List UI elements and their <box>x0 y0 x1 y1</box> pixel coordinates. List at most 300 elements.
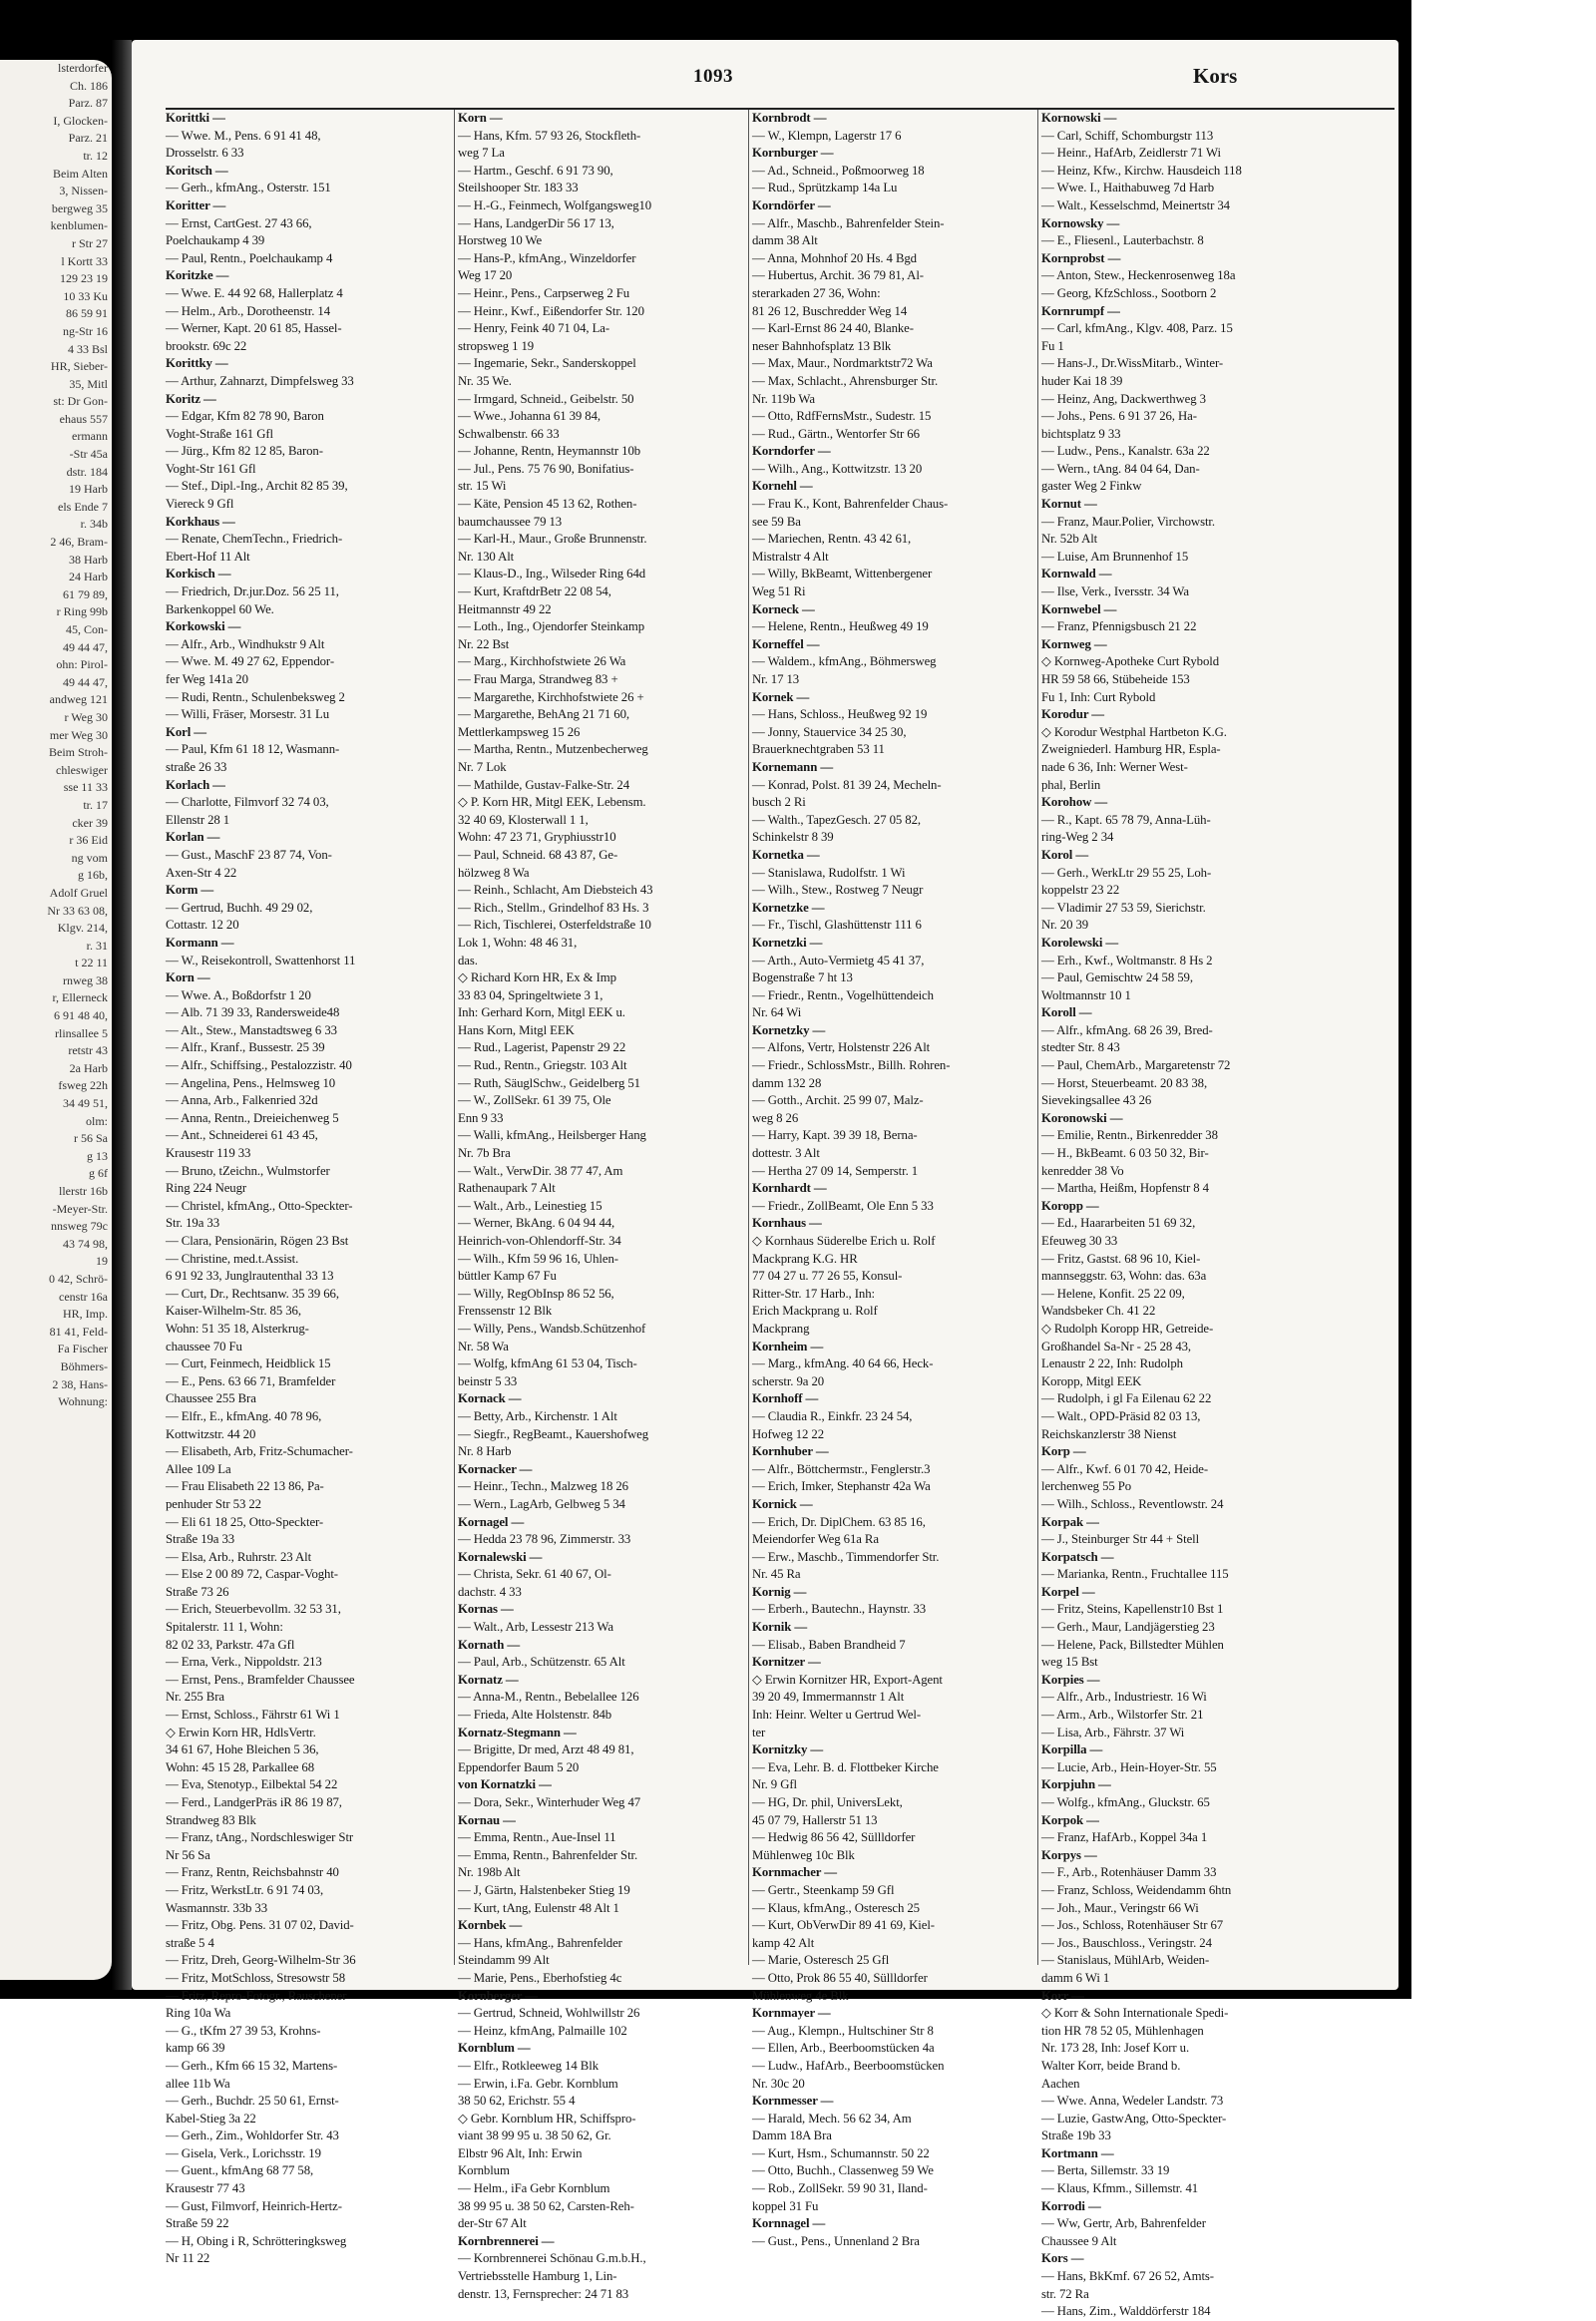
directory-entry: — Fritz, Repro-Fotogr., Rauschener <box>166 1988 347 2003</box>
surname-heading: Kornagel — <box>458 1514 525 1529</box>
directory-entry: Nr. 17 13 <box>752 672 800 686</box>
column-divider <box>454 110 455 1965</box>
directory-entry: Schwalbenstr. 66 33 <box>458 426 560 441</box>
directory-entry: — Bruno, tZeichn., Wulmstorfer <box>166 1163 330 1178</box>
previous-page-fragment: 43 74 98, <box>63 1236 108 1251</box>
directory-entry: Nr. 58 Wa <box>458 1339 509 1354</box>
previous-page-fragment: Beim Stroh- <box>49 745 108 760</box>
previous-page-fragment: llerstr 16b <box>59 1184 108 1198</box>
directory-entry: — Heinr., Pens., Carpserweg 2 Fu <box>458 285 630 300</box>
directory-entry: — Rudi, Rentn., Schulenbeksweg 2 <box>166 689 345 704</box>
surname-heading: Kornburger — <box>752 146 834 161</box>
previous-page-fragment: HR, Sieber- <box>50 359 108 374</box>
directory-entry: — Hedwig 86 56 42, Süllldorfer <box>752 1830 916 1845</box>
directory-entry: Poelchaukamp 4 39 <box>166 233 265 248</box>
directory-entry: Steindamm 99 Alt <box>458 1953 550 1968</box>
directory-entry: Kornblum <box>458 2163 510 2178</box>
surname-heading: Kornhardt — <box>752 1181 827 1196</box>
directory-entry: brookstr. 69c 22 <box>166 338 247 353</box>
directory-entry: — Stanislaus, MühlArb, Weiden- <box>1041 1953 1210 1968</box>
directory-entry: Hofweg 12 22 <box>752 1426 825 1441</box>
directory-entry: — Erwin, i.Fa. Gebr. Kornblum <box>458 2076 618 2091</box>
directory-entry: Straße 59 22 <box>166 2216 229 2231</box>
previous-page-fragment: Parz. 21 <box>68 131 108 146</box>
previous-page-fragment: 19 <box>96 1254 108 1269</box>
previous-page-fragment: 2 38, Hans- <box>52 1376 108 1391</box>
directory-entry: Chaussee 255 Bra <box>166 1391 256 1406</box>
directory-entry: — Kurt, KraftdrBetr 22 08 54, <box>458 584 611 599</box>
directory-entry: — Fritz, Dreh, Georg-Wilhelm-Str 36 <box>166 1953 356 1968</box>
previous-page-fragment: rnweg 38 <box>63 972 108 987</box>
directory-entry: Vertriebsstelle Hamburg 1, Lin- <box>458 2269 617 2284</box>
directory-entry: — R., Kapt. 65 78 79, Anna-Lüh- <box>1041 812 1211 827</box>
surname-heading: Kornbek — <box>458 1918 523 1933</box>
directory-entry: Weg 51 Ri <box>752 584 806 599</box>
surname-heading: Kornitzky — <box>752 1742 824 1757</box>
directory-entry: Nr. 173 28, Inh: Josef Korr u. <box>1041 2041 1190 2056</box>
surname-heading: Korl — <box>166 724 206 739</box>
directory-entry: — Emilie, Rentn., Birkenredder 38 <box>1041 1128 1218 1143</box>
surname-heading: Korpatsch — <box>1041 1549 1114 1564</box>
directory-entry: — Max, Schlacht., Ahrensburger Str. <box>752 373 939 388</box>
surname-heading: Kornheim — <box>752 1339 824 1354</box>
surname-heading: Kornig — <box>752 1584 807 1599</box>
directory-entry: Steilshooper Str. 183 33 <box>458 181 579 195</box>
previous-page-fragment: 4 33 Bsl <box>67 341 108 356</box>
surname-heading: Kornalewski — <box>458 1549 543 1564</box>
directory-entry: Viereck 9 Gfl <box>166 497 234 512</box>
directory-entry: — Walt., Kesselschmd, Meinertstr 34 <box>1041 197 1230 212</box>
directory-entry: — Elfr., E., kfmAng. 40 78 96, <box>166 1408 322 1423</box>
directory-entry: Mackprang K.G. HR <box>752 1251 858 1266</box>
directory-entry: — Walt., Arb., Leinestieg 15 <box>458 1198 602 1213</box>
previous-page-fragment: ermann <box>72 429 108 444</box>
directory-entry: — Kurt, Hsm., Schumannstr. 50 22 <box>752 2145 930 2160</box>
directory-entry: — Klaus, kfmAng., Osteresch 25 <box>752 1900 920 1915</box>
directory-entry: — Carl, Schiff, Schomburgstr 113 <box>1041 128 1214 143</box>
directory-entry: — Paul, Rentn., Poelchaukamp 4 <box>166 250 333 265</box>
directory-entry: Nr. 7 Lok <box>458 759 507 774</box>
directory-entry: Straße 73 26 <box>166 1584 229 1599</box>
directory-entry: Meiendorfer Weg 61a Ra <box>752 1532 879 1547</box>
directory-entry: Inh: Gerhard Korn, Mitgl EEK u. <box>458 1005 625 1020</box>
directory-entry: Fu 1, Inh: Curt Rybold <box>1041 689 1156 704</box>
surname-heading: Kornweg — <box>1041 636 1107 651</box>
previous-page-fragment: Fa Fischer <box>57 1342 108 1356</box>
directory-entry: — Hans, BkKmf. 67 26 52, Amts- <box>1041 2269 1214 2284</box>
directory-entry: — Rud., Gärtn., Wentorfer Str 66 <box>752 426 920 441</box>
directory-entry: Schinkelstr 8 39 <box>752 830 834 845</box>
directory-entry: — Christa, Sekr. 61 40 67, Ol- <box>458 1567 611 1582</box>
directory-entry: — Helene, Pack, Billstedter Mühlen <box>1041 1637 1224 1652</box>
directory-entry: — Loth., Ing., Ojendorfer Steinkamp <box>458 619 644 634</box>
directory-entry: — Klaus, Kfmm., Sillemstr. 41 <box>1041 2181 1199 2196</box>
directory-entry: — Alfr., kfmAng. 68 26 39, Bred- <box>1041 1022 1213 1037</box>
directory-entry: Erich Mackprang u. Rolf <box>752 1304 878 1319</box>
previous-page-fragment: g 6f <box>89 1166 108 1181</box>
directory-entry: baumchaussee 79 13 <box>458 514 563 529</box>
directory-entry: — Alb. 71 39 33, Randersweide48 <box>166 1005 340 1020</box>
directory-entry: Sievekingsallee 43 26 <box>1041 1093 1152 1108</box>
directory-entry: — Waldem., kfmAng., Böhmersweg <box>752 654 937 669</box>
directory-entry: — Ww, Gertr, Arb, Bahrenfelder <box>1041 2216 1206 2231</box>
directory-entry: — Rud., Rentn., Griegstr. 103 Alt <box>458 1058 627 1073</box>
directory-entry: — Georg, KfzSchloss., Sootborn 2 <box>1041 285 1217 300</box>
directory-entry: — Rudolph, i gl Fa Eilenau 62 22 <box>1041 1391 1212 1406</box>
directory-entry: — Anna-M., Rentn., Bebelallee 126 <box>458 1690 639 1705</box>
directory-entry: — Margarethe, BehAng 21 71 60, <box>458 707 629 722</box>
previous-page-fragment: lsterdorfer <box>58 61 108 75</box>
directory-entry: — Hans, Schloss., Heußweg 92 19 <box>752 707 928 722</box>
directory-entry: 45 07 79, Hallerstr 51 13 <box>752 1812 878 1827</box>
directory-entry: 81 26 12, Buschredder Weg 14 <box>752 303 908 318</box>
directory-entry: Mühlenweg 4e Blk <box>752 1988 849 2003</box>
surname-heading: Kornehl — <box>752 479 813 494</box>
directory-entry: — Helm., iFa Gebr Kornblum <box>458 2181 610 2196</box>
previous-page-fragment: Klgv. 214, <box>57 921 108 936</box>
previous-page-fragment: nnsweg 79c <box>51 1219 108 1234</box>
directory-entry: — Frau Marga, Strandweg 83 + <box>458 672 618 686</box>
directory-entry: — Gerh., kfmAng., Osterstr. 151 <box>166 181 331 195</box>
directory-entry: — Eli 61 18 25, Otto-Speckter- <box>166 1514 324 1529</box>
directory-entry: ◇ Korr & Sohn Internationale Spedi- <box>1041 2006 1229 2021</box>
directory-entry: lerchenweg 55 Po <box>1041 1479 1132 1494</box>
directory-entry: — Erw., Maschb., Timmendorfer Str. <box>752 1549 940 1564</box>
directory-entry: — Gust, Filmvorf, Heinrich-Hertz- <box>166 2198 342 2213</box>
directory-entry: busch 2 Ri <box>752 795 806 810</box>
directory-entry: — Jonny, Stauervice 34 25 30, <box>752 724 907 739</box>
surname-heading: Kornberger — <box>458 1988 538 2003</box>
surname-heading: Korlach — <box>166 777 225 792</box>
surname-heading: Korndorfer — <box>752 444 831 459</box>
previous-page-fragment: 34 49 51, <box>63 1096 108 1111</box>
directory-entry: ◇ Erwin Korn HR, HdlsVertr. <box>166 1725 316 1740</box>
directory-entry: — Brigitte, Dr med, Arzt 48 49 81, <box>458 1742 634 1757</box>
directory-entry: — Kurt, tAng, Eulenstr 48 Alt 1 <box>458 1900 619 1915</box>
column-3 <box>752 110 1031 2248</box>
directory-entry: — Rich, Tischlerei, Osterfeldstraße 10 <box>458 918 651 933</box>
directory-entry: Nr. 119b Wa <box>752 391 815 406</box>
directory-entry: — Werner, BkAng. 6 04 94 44, <box>458 1216 615 1231</box>
directory-entry: — Berta, Sillemstr. 33 19 <box>1041 2163 1170 2178</box>
previous-page-fragment: Parz. 87 <box>68 96 108 111</box>
directory-entry: — Margarethe, Kirchhofstwiete 26 + <box>458 689 644 704</box>
page-number: 1093 <box>693 66 733 87</box>
directory-entry: ◇ Rudolph Koropp HR, Getreide- <box>1041 1321 1214 1336</box>
book-gutter <box>112 40 132 1990</box>
surname-heading: Kornnagel — <box>752 2216 826 2231</box>
directory-entry: — Johanne, Rentn, Heymannstr 10b <box>458 444 641 459</box>
directory-entry: mannseggstr. 63, Wohn: das. 63a <box>1041 1269 1207 1284</box>
surname-heading: Kornick — <box>752 1496 813 1511</box>
directory-entry: — Heinz, Ang, Dackwerthweg 3 <box>1041 391 1206 406</box>
previous-page-fragment: 49 44 47, <box>63 674 108 689</box>
directory-entry: — Elisabeth, Arb, Fritz-Schumacher- <box>166 1444 353 1459</box>
directory-entry: Mackprang <box>752 1321 810 1336</box>
directory-entry: huder Kai 18 39 <box>1041 373 1123 388</box>
previous-page-fragment: tr. 17 <box>83 797 108 812</box>
directory-entry: — Alfr., Maschb., Bahrenfelder Stein- <box>752 215 945 230</box>
previous-page-fragment: fsweg 22h <box>58 1078 108 1093</box>
previous-page-fragment: r Ring 99b <box>56 604 108 619</box>
directory-entry: — Hans-J., Dr.WissMitarb., Winter- <box>1041 356 1224 371</box>
directory-entry: — Luise, Am Brunnenhof 15 <box>1041 549 1189 564</box>
directory-entry: — Paul, Schneid. 68 43 87, Ge- <box>458 847 618 862</box>
directory-entry: — Alfr., Arb., Industriestr. 16 Wi <box>1041 1690 1207 1705</box>
directory-entry: — Anna, Arb., Falkenried 32d <box>166 1093 318 1108</box>
directory-entry: weg 15 Bst <box>1041 1655 1098 1670</box>
directory-entry: Nr. 8 Harb <box>458 1444 512 1459</box>
surname-heading: Kornitzer — <box>752 1655 821 1670</box>
directory-entry: — Eva, Lehr. B. d. Flottbeker Kirche <box>752 1759 939 1774</box>
directory-entry: — Willy, Pens., Wandsb.Schützenhof <box>458 1321 646 1336</box>
directory-entry: — Klaus-D., Ing., Wilseder Ring 64d <box>458 567 646 581</box>
previous-page-fragment: 61 79 89, <box>63 586 108 601</box>
directory-entry: — Arthur, Zahnarzt, Dimpfelsweg 33 <box>166 373 354 388</box>
directory-entry: ◇ Richard Korn HR, Ex & Imp <box>458 970 616 985</box>
directory-entry: ring-Weg 2 34 <box>1041 830 1114 845</box>
directory-entry: Cottastr. 12 20 <box>166 918 239 933</box>
surname-heading: Kortmann — <box>1041 2145 1114 2160</box>
directory-entry: — Otto, Buchh., Classenweg 59 We <box>752 2163 934 2178</box>
previous-page-fragment: sse 11 33 <box>63 780 108 795</box>
previous-page-fragment: Adolf Gruel <box>49 885 108 900</box>
previous-page-fragment: 86 59 91 <box>66 306 108 321</box>
directory-entry: Rathenaupark 7 Alt <box>458 1181 556 1196</box>
previous-page-fragment: tr. 12 <box>83 148 108 163</box>
directory-entry: — Heinr., Techn., Malzweg 18 26 <box>458 1479 628 1494</box>
directory-entry: dottestr. 3 Alt <box>752 1146 820 1161</box>
directory-entry: Heinrich-von-Ohlendorff-Str. 34 <box>458 1234 621 1248</box>
surname-heading: Koroll — <box>1041 1005 1092 1020</box>
directory-entry: stropsweg 1 19 <box>458 338 535 353</box>
surname-heading: Korpilla — <box>1041 1742 1103 1757</box>
previous-page-fragment: st: Dr Gon- <box>53 394 108 409</box>
directory-entry: — Rud., Lagerist, Papenstr 29 22 <box>458 1040 626 1055</box>
directory-entry: — Kornbrennerei Schönau G.m.b.H., <box>458 2251 646 2266</box>
directory-entry: Reichskanzlerstr 38 Nienst <box>1041 1426 1177 1441</box>
directory-entry: Lenaustr 2 22, Inh: Rudolph <box>1041 1356 1183 1371</box>
directory-entry: Ring 224 Neugr <box>166 1181 247 1196</box>
directory-entry: — Fr., Tischl, Glashüttenstr 111 6 <box>752 918 922 933</box>
surname-heading: Koritz — <box>166 391 216 406</box>
directory-entry: — Hubertus, Archit. 36 79 81, Al- <box>752 268 924 283</box>
directory-entry: — Alfr., Böttchermstr., Fenglerstr.3 <box>752 1461 931 1476</box>
directory-entry: — Clara, Pensionärin, Rögen 23 Bst <box>166 1234 349 1248</box>
previous-page-fragment: rlinsallee 5 <box>55 1025 108 1040</box>
directory-entry: — Horst, Steuerbeamt. 20 83 38, <box>1041 1075 1208 1090</box>
directory-entry: weg 8 26 <box>752 1110 799 1125</box>
previous-page-fragment: 49 44 47, <box>63 639 108 654</box>
previous-page-fragment: chleswiger <box>56 762 108 777</box>
previous-page-fragment: r. 31 <box>86 938 108 953</box>
directory-entry: — Ferd., LandgerPräs iR 86 19 87, <box>166 1795 342 1809</box>
directory-entry: — Reinh., Schlacht, Am Diebsteich 43 <box>458 883 653 898</box>
directory-entry: — Fritz, Obg. Pens. 31 07 02, David- <box>166 1918 354 1933</box>
directory-entry: — Heinz, kfmAng, Palmaille 102 <box>458 2023 627 2038</box>
directory-entry: — Elisab., Baben Brandheid 7 <box>752 1637 906 1652</box>
previous-page-fragment: r 56 Sa <box>74 1131 108 1146</box>
surname-heading: Korlan — <box>166 830 220 845</box>
surname-heading: Kornowski — <box>1041 111 1117 125</box>
previous-page-fragment: l Kortt 33 <box>61 253 108 268</box>
directory-entry: — Ant., Schneiderei 61 43 45, <box>166 1128 318 1143</box>
directory-entry: — Ruth, SäuglSchw., Geidelberg 51 <box>458 1075 640 1090</box>
previous-page-fragment: mer Weg 30 <box>49 727 108 742</box>
directory-entry: — Werner, Kapt. 20 61 85, Hassel- <box>166 321 342 336</box>
directory-entry: — W., ZollSekr. 61 39 75, Ole <box>458 1093 611 1108</box>
directory-entry: — Kurt, ObVerwDir 89 41 69, Kiel- <box>752 1918 935 1933</box>
directory-entry: 38 99 95 u. 38 50 62, Carsten-Reh- <box>458 2198 634 2213</box>
running-head: Kors <box>1193 64 1238 88</box>
directory-entry: — Willy, RegObInsp 86 52 56, <box>458 1286 614 1301</box>
previous-page-fragment: r 36 Eid <box>69 833 108 848</box>
directory-entry: — F., Arb., Rotenhäuser Damm 33 <box>1041 1865 1217 1880</box>
directory-entry: — Gotth., Archit. 25 99 07, Malz- <box>752 1093 924 1108</box>
surname-heading: Korpys — <box>1041 1847 1097 1862</box>
directory-entry: — Harald, Mech. 56 62 34, Am <box>752 2111 912 2126</box>
surname-heading: Kornik — <box>752 1620 808 1635</box>
directory-entry: — Walt., OPD-Präsid 82 03 13, <box>1041 1408 1201 1423</box>
previous-page-fragment: r, Ellerneck <box>52 990 108 1005</box>
surname-heading: Kornblum — <box>458 2041 531 2056</box>
previous-page-fragment: Böhmers- <box>60 1358 108 1373</box>
directory-entry: — Henry, Feink 40 71 04, La- <box>458 321 610 336</box>
directory-entry: — Helm., Arb., Dorotheenstr. 14 <box>166 303 331 318</box>
previous-page-fragment: dstr. 184 <box>66 464 108 479</box>
directory-entry: tion HR 78 52 05, Mühlenhagen <box>1041 2023 1204 2038</box>
previous-page-fragment: cker 39 <box>72 815 108 830</box>
directory-entry: — Hans, Zim., Walddörferstr 184 <box>1041 2304 1211 2319</box>
directory-entry: — Joh., Maur., Veringstr 66 Wi <box>1041 1900 1199 1915</box>
directory-entry: — Eva, Stenotyp., Eilbektal 54 22 <box>166 1777 338 1792</box>
directory-entry: — Alfr., Schiffsing., Pestalozzistr. 40 <box>166 1058 352 1073</box>
directory-entry: — Hedda 23 78 96, Zimmerstr. 33 <box>458 1532 631 1547</box>
directory-entry: Wasmannstr. 33b 33 <box>166 1900 268 1915</box>
surname-heading: Korn — <box>166 970 210 985</box>
directory-entry: Zweigniederl. Hamburg HR, Espla- <box>1041 742 1221 757</box>
previous-page-fragment: 6 91 48 40, <box>54 1008 108 1023</box>
directory-entry: — Franz, Maur.Polier, Virchowstr. <box>1041 514 1215 529</box>
directory-entry: — Heinr., HafArb, Zeidlerstr 71 Wi <box>1041 146 1221 161</box>
column-4 <box>1041 110 1337 2319</box>
directory-entry: — Ingemarie, Sekr., Sanderskoppel <box>458 356 636 371</box>
directory-entry: Barkenkoppel 60 We. <box>166 601 274 616</box>
directory-entry: — Hans, LandgerDir 56 17 13, <box>458 215 614 230</box>
directory-entry: — Erh., Kwf., Woltmanstr. 8 Hs 2 <box>1041 953 1213 967</box>
directory-entry: — Ernst, Schloss., Fährstr 61 Wi 1 <box>166 1708 340 1723</box>
previous-page-fragment: Beim Alten <box>53 166 108 181</box>
directory-entry: allee 11b Wa <box>166 2076 230 2091</box>
directory-entry: der-Str 67 Alt <box>458 2216 527 2231</box>
directory-entry: — Arm., Arb., Wilstorfer Str. 21 <box>1041 1708 1204 1723</box>
directory-entry: — Charlotte, Filmvorf 32 74 03, <box>166 795 329 810</box>
directory-entry: — Heinr., Kwf., Eißendorfer Str. 120 <box>458 303 644 318</box>
directory-entry: — Stanislawa, Rudolfstr. 1 Wi <box>752 865 906 880</box>
surname-heading: Koritzke — <box>166 268 229 283</box>
directory-entry: — Arth., Auto-Vermietg 45 41 37, <box>752 953 925 967</box>
directory-entry: — Erna, Verk., Nippoldstr. 213 <box>166 1655 322 1670</box>
directory-entry: kamp 66 39 <box>166 2041 225 2056</box>
directory-entry: — J, Gärtn, Halstenbeker Stieg 19 <box>458 1882 630 1897</box>
directory-entry: — Walt., VerwDir. 38 77 47, Am <box>458 1163 623 1178</box>
directory-entry: — Jos., Bauschloss., Veringstr. 24 <box>1041 1935 1212 1950</box>
surname-heading: Korpel — <box>1041 1584 1095 1599</box>
directory-entry: — Wwe., Johanna 61 39 84, <box>458 409 600 424</box>
directory-entry: — Otto, RdfFernsMstr., Sudestr. 15 <box>752 409 932 424</box>
directory-entry: — Franz, HafArb., Koppel 34a 1 <box>1041 1830 1208 1845</box>
directory-entry: — Alfr., Kranf., Bussestr. 25 39 <box>166 1040 325 1055</box>
directory-entry: — Siegfr., RegBeamt., Kauershofweg <box>458 1426 648 1441</box>
directory-entry: — Erberh., Bautechn., Haynstr. 33 <box>752 1602 927 1617</box>
directory-entry: — Lisa, Arb., Fährstr. 37 Wi <box>1041 1725 1185 1740</box>
directory-entry: — Christel, kfmAng., Otto-Speckter- <box>166 1198 353 1213</box>
directory-entry: HR 59 58 66, Stübeheide 153 <box>1041 672 1190 686</box>
directory-entry: — Paul, Gemischtw 24 58 59, <box>1041 970 1193 985</box>
directory-entry: Mühlenweg 10c Blk <box>752 1847 855 1862</box>
directory-entry: Nr. 7b Bra <box>458 1146 511 1161</box>
directory-entry: — Wilh., Stew., Rostweg 7 Neugr <box>752 883 924 898</box>
directory-entry: Walter Korr, beide Brand b. <box>1041 2058 1181 2073</box>
directory-entry: — H., BkBeamt. 6 03 50 32, Bir- <box>1041 1146 1209 1161</box>
surname-heading: Kornatz — <box>458 1672 519 1687</box>
directory-entry: Voght-Str 161 Gfl <box>166 461 256 476</box>
directory-entry: — Wwe. A., Boßdorfstr 1 20 <box>166 987 311 1002</box>
directory-entry: — Frau K., Kont, Bahrenfelder Chaus- <box>752 497 949 512</box>
directory-entry: — Wern., LagArb, Gelbweg 5 34 <box>458 1496 625 1511</box>
directory-entry: Wohn: 47 23 71, Gryphiusstr10 <box>458 830 616 845</box>
directory-entry: — Ludw., HafArb., Beerboomstücken <box>752 2058 945 2073</box>
previous-page-fragment: -Str 45a <box>69 447 108 462</box>
directory-entry: Wohn: 51 35 18, Alsterkrug- <box>166 1321 309 1336</box>
surname-heading: Korol — <box>1041 847 1089 862</box>
directory-entry: — Fritz, Gastst. 68 96 10, Kiel- <box>1041 1251 1201 1266</box>
right-edge <box>1401 40 1411 1990</box>
surname-heading: Kornhuber — <box>752 1444 829 1459</box>
surname-heading: Korpies — <box>1041 1672 1100 1687</box>
directory-entry: — Franz, tAng., Nordschleswiger Str <box>166 1830 354 1845</box>
directory-entry: — W., Klempn, Lagerstr 17 6 <box>752 128 902 143</box>
directory-entry: — Ilse, Verk., Iversstr. 34 Wa <box>1041 584 1189 599</box>
directory-entry: — Franz, Pfennigsbusch 21 22 <box>1041 619 1197 634</box>
directory-entry: — J., Steinburger Str 44 + Stell <box>1041 1532 1200 1547</box>
directory-entry: ◇ Gebr. Kornblum HR, Schiffspro- <box>458 2111 636 2126</box>
directory-entry: bichtsplatz 9 33 <box>1041 426 1121 441</box>
surname-heading: Korpjuhn — <box>1041 1777 1111 1792</box>
previous-page-fragment: 24 Harb <box>69 570 108 584</box>
directory-entry: — Jos., Schloss, Rotenhäuser Str 67 <box>1041 1918 1224 1933</box>
previous-page-fragment: els Ende 7 <box>58 499 108 514</box>
surname-heading: Kornmesser — <box>752 2094 834 2109</box>
column-1 <box>166 110 450 2266</box>
directory-entry: ◇ Erwin Kornitzer HR, Export-Agent <box>752 1672 943 1687</box>
directory-entry: Woltmannstr 10 1 <box>1041 987 1131 1002</box>
directory-entry: — Irmgard, Schneid., Geibelstr. 50 <box>458 391 634 406</box>
surname-heading: Kornbrodt — <box>752 111 827 125</box>
surname-heading: Korp — <box>1041 1444 1086 1459</box>
previous-page-fragment: ohn: Pirol- <box>56 657 108 672</box>
previous-page-fragment: kenblumen- <box>50 218 108 233</box>
directory-entry: ◇ Kornweg-Apotheke Curt Rybold <box>1041 654 1219 669</box>
directory-entry: Nr 11 22 <box>166 2251 210 2266</box>
directory-entry: — Rud., Sprützkamp 14a Lu <box>752 181 898 195</box>
directory-entry: Nr. 35 We. <box>458 373 512 388</box>
directory-entry: — Wolfg., kfmAng., Gluckstr. 65 <box>1041 1795 1210 1809</box>
directory-entry: Ritter-Str. 17 Harb., Inh: <box>752 1286 875 1301</box>
directory-entry: Voght-Straße 161 Gfl <box>166 426 273 441</box>
directory-entry: damm 38 Alt <box>752 233 818 248</box>
surname-heading: Korittki — <box>166 111 225 125</box>
